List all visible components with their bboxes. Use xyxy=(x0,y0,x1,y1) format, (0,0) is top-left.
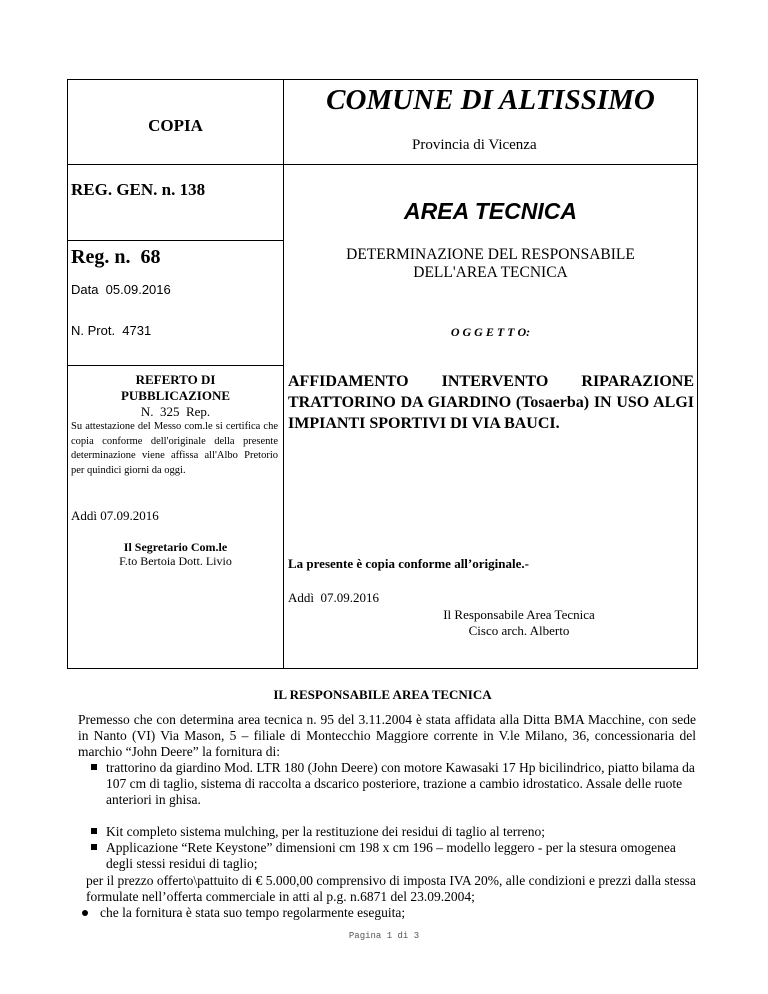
segretario-label: Il Segretario Com.le xyxy=(123,540,228,554)
list-item xyxy=(104,760,704,808)
referto-title-2: PUBBLICAZIONE xyxy=(120,388,231,403)
divider-referto xyxy=(67,365,284,366)
divider-copia xyxy=(67,164,284,165)
determinazione-line-2: DELL'AREA TECNICA xyxy=(413,264,568,281)
list-item xyxy=(104,824,704,840)
oggetto-label: O G G E T T O: xyxy=(450,325,531,339)
determinazione-line-1: DETERMINAZIONE DEL RESPONSABILE xyxy=(346,246,635,263)
page-footer: Pagina 1 di 3 xyxy=(348,931,420,941)
area-title: AREA TECNICA xyxy=(404,198,577,224)
list-item-text: trattorino da giardino Mod. LTR 180 (John Deere) con motore Kawasaki 17 Hp bicilindrico, piatto bilama da 107 cm di taglio, sistema di raccolta a dscarico posteriore, trazione a cambio idrostatico. Assale delle ruote anteriori in ghisa. xyxy=(106,760,695,807)
fornitura-item xyxy=(78,905,698,921)
oggetto-addi: Addì 07.09.2016 xyxy=(288,590,379,605)
list-item-text: Applicazione “Rete Keystone” dimensioni cm 198 x cm 196 – modello leggero - per la stesura omogenea degli stessi residui di taglio; xyxy=(106,840,676,871)
responsabile-label: Il Responsabile Area Tecnica xyxy=(443,607,595,622)
square-bullet-icon xyxy=(91,844,97,850)
referto-text: Su attestazione del Messo com.le si certifica che copia conforme dell'originale della presente determinazione viene affissa all'Albo Pretorio per quindici giorni da oggi. xyxy=(71,421,278,476)
segretario-name: F.to Bertoia Dott. Livio xyxy=(119,554,232,568)
fornitura-text: che la fornitura è stata suo tempo regolarmente eseguita; xyxy=(100,905,406,920)
box-top-border xyxy=(67,79,698,80)
reg-n-label: Reg. n. 68 xyxy=(71,246,161,268)
provincia-label: Provincia di Vicenza xyxy=(412,137,537,153)
list-item-text: Kit completo sistema mulching, per la restituzione dei residui di taglio al terreno; xyxy=(106,824,546,839)
box-bottom-border xyxy=(67,668,698,669)
round-bullet-icon xyxy=(82,910,88,916)
list-item xyxy=(104,840,704,872)
referto-title-1: REFERTO DI xyxy=(135,372,216,387)
prot-label: N. Prot. 4731 xyxy=(71,323,152,338)
comune-title: COMUNE DI ALTISSIMO xyxy=(326,84,655,116)
reg-gen-label: REG. GEN. n. 138 xyxy=(71,180,206,199)
square-bullet-icon xyxy=(91,764,97,770)
divider-comune xyxy=(283,164,698,165)
copia-label: COPIA xyxy=(148,116,203,135)
prezzo-paragraph: per il prezzo offerto\pattuito di € 5.000,00 comprensivo di imposta IVA 20%, alle condizioni e prezzi dalla stessa formulate nell’offerta commerciale in atti al p.g. n.6871 del 23.09.2004; xyxy=(86,873,696,904)
box-column-divider xyxy=(283,79,284,669)
premesso-paragraph: Premesso che con determina area tecnica n. 95 del 3.11.2004 è stata affidata alla Ditta BMA Macchine, con sede in Nanto (VI) Via Mason, 5 – filiale di Montecchio Maggiore corrente in V.le Milano, 36, concessionaria del marchio “John Deere” la fornitura di: xyxy=(78,712,696,759)
oggetto-text: AFFIDAMENTO INTERVENTO RIPARAZIONE TRATTORINO DA GIARDINO (Tosaerba) IN USO ALGI IMPIANTI SPORTIVI DI VIA BAUCI. xyxy=(288,373,694,432)
referto-addi: Addì 07.09.2016 xyxy=(71,508,159,523)
data-label: Data 05.09.2016 xyxy=(71,282,171,297)
referto-number: N. 325 Rep. xyxy=(140,404,211,419)
body-heading: IL RESPONSABILE AREA TECNICA xyxy=(273,687,492,702)
divider-reg-gen xyxy=(67,240,284,241)
square-bullet-icon xyxy=(91,828,97,834)
responsabile-name: Cisco arch. Alberto xyxy=(468,623,570,638)
box-right-border xyxy=(697,79,698,669)
copia-conforme: La presente è copia conforme all’originale.- xyxy=(288,556,529,571)
